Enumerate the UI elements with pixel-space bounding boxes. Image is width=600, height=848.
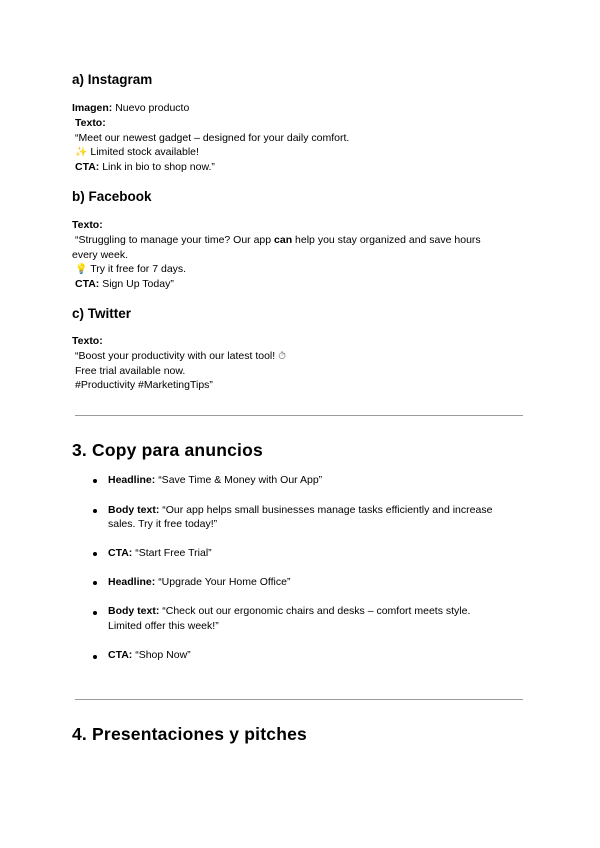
section4-heading: 4. Presentaciones y pitches <box>72 724 307 744</box>
bullet-icon <box>93 581 97 585</box>
facebook-line1-cont: every week. <box>72 249 129 261</box>
twitter-line3: #Productivity #MarketingTips” <box>75 379 213 391</box>
image-value: Nuevo producto <box>115 102 190 114</box>
twitter-line1: “Boost your productivity with our latest tool! ⏱ <box>75 350 286 362</box>
cta-label: CTA: <box>75 161 100 173</box>
cta-value: Link in bio to shop now.” <box>102 161 215 173</box>
stopwatch-icon: ⏱ <box>278 351 286 362</box>
facebook-line2: 💡 Try it free for 7 days. <box>75 263 187 275</box>
horizontal-divider <box>75 699 523 700</box>
instagram-heading: a) Instagram <box>72 72 153 87</box>
twitter-text-label: Texto: <box>72 335 103 347</box>
twitter-line2: Free trial available now. <box>75 365 186 377</box>
bullet-icon <box>93 479 97 483</box>
instagram-line1: “Meet our newest gadget – designed for your daily comfort. <box>75 132 350 144</box>
cta-label: CTA: <box>75 278 100 290</box>
image-label: Imagen: <box>72 102 113 114</box>
lightbulb-icon: 💡 <box>75 264 88 275</box>
horizontal-divider <box>75 415 523 416</box>
bullet-icon <box>93 552 97 556</box>
facebook-heading: b) Facebook <box>72 189 152 204</box>
cta-value: Sign Up Today” <box>102 278 174 290</box>
instagram-cta <box>75 160 215 175</box>
bullet-icon <box>93 509 97 513</box>
facebook-line1: “Struggling to manage your time? Our app can help you stay organized and save hours <box>75 234 481 246</box>
section3-heading: 3. Copy para anuncios <box>72 440 263 460</box>
twitter-heading: c) Twitter <box>72 306 132 321</box>
bullet-icon <box>93 655 97 659</box>
instagram-image-line <box>72 101 189 116</box>
facebook-cta <box>75 277 174 292</box>
instagram-text-label: Texto: <box>75 117 106 129</box>
facebook-text-label: Texto: <box>72 219 103 231</box>
bullet-icon <box>93 611 97 615</box>
sparkles-icon: ✨ <box>75 147 88 158</box>
document-page: a) Instagram Imagen: Nuevo producto Texto: “Meet our newest gadget – designed for your daily comfort. ✨ Limited stock available! CTA: Link in bio to shop now.” b) Facebook Texto: “Struggling to manage your time? Our app can help you stay organized and save hours every week. 💡 Try it free for 7 days. CTA: Sign Up Today” c) Twitter Texto: “Boost your productivity with our latest tool! ⏱ Free trial available now. #Productivity #MarketingTips” 3. Copy para anuncios Headline: “Save Time & Money with Our App” Body text: “Our app helps small businesses manage tasks efficiently and increase sales. Try it free today!” CTA: “Start Free Trial” Headline: “Upgrade Your Home Office” Body text: “Check out our ergonomic chairs and desks – comfort meets style. Limited offer this week!” CTA: “Shop Now” 4. Presentaciones y pitches <box>0 0 600 848</box>
instagram-line2: ✨ Limited stock available! <box>75 146 199 158</box>
